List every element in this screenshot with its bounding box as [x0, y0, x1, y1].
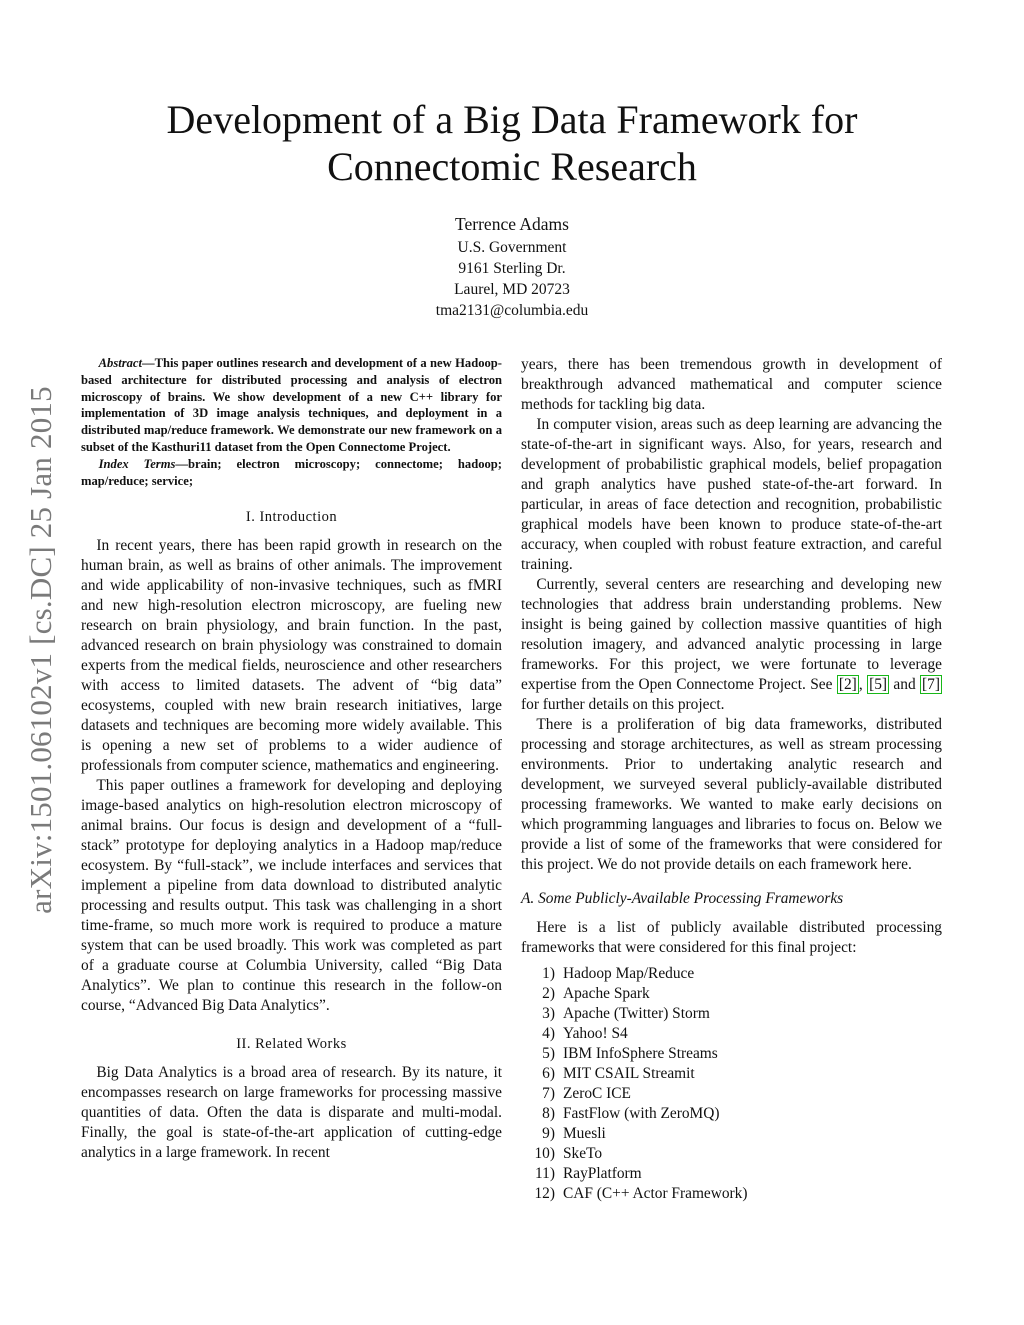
- section-heading-related-works: II. Related Works: [236, 1036, 347, 1053]
- list-item: [521, 1144, 942, 1164]
- list-item-number: 9): [542, 1125, 555, 1142]
- list-item-name: Muesli: [563, 1125, 606, 1142]
- paper-title: [112, 96, 912, 190]
- author-block: [312, 212, 712, 321]
- intro-paragraph-1: In recent years, there has been rapid growth in research on the human brain, as well as brains of other animals. The improvement and wide applicability of non-invasive techniques, such as fMRI and new high-resolution electron microscopy, are fueling new research on brain physiology, and brain function. In the past, advanced research on brain physiology was constrained to domain experts from the medical fields, neuroscience and other researchers with access to limited datasets. The advent of “big data” ecosystems, coupled with new brain research initiatives, large datasets and techniques are becoming more widely available. This is opening a new set of problems to a wider audience of professionals from computer science, mathematics and engineering.: [81, 537, 502, 775]
- list-item: [521, 984, 942, 1004]
- title-line-2: Connectomic Research: [327, 144, 697, 189]
- list-item-name: RayPlatform: [563, 1165, 642, 1182]
- list-item-name: FastFlow (with ZeroMQ): [563, 1105, 720, 1122]
- list-item-name: ZeroC ICE: [563, 1085, 631, 1102]
- list-item: [521, 1184, 942, 1204]
- author-street: 9161 Sterling Dr.: [458, 260, 566, 277]
- list-item-name: MIT CSAIL Streamit: [563, 1065, 695, 1082]
- index-terms: [81, 456, 502, 490]
- list-item: [521, 1064, 942, 1084]
- list-item: [521, 1164, 942, 1184]
- framework-list: [521, 964, 942, 1204]
- right-paragraph-4: There is a proliferation of big data frameworks, distributed processing and storage architectures, as well as stream processing environments. Prior to undertaking analytic research and development, we surveyed several publicly-available distributed processing frameworks. We wanted to make early decisions on which programming languages and libraries to focus on. Below we provide a list of some of the frameworks that were considered for this project. We do not provide details on each framework here.: [521, 716, 942, 873]
- right-paragraph-3-text-a: Currently, several centers are researching and developing new technologies that address brain understanding problems. New insight is being gained by collection massive quantities of high resolution imagery, and advanced analytic processing in large frameworks. For this project, we were fortunate to leverage expertise from the Open Connectome Project. See: [521, 576, 942, 693]
- list-item-number: 7): [542, 1085, 555, 1102]
- list-item-number: 8): [542, 1105, 555, 1122]
- author-name: Terrence Adams: [455, 214, 569, 234]
- right-column: [521, 355, 942, 1204]
- section-heading-introduction: I. Introduction: [245, 509, 338, 526]
- abstract-label: Abstract: [98, 356, 143, 370]
- list-item-name: CAF (C++ Actor Framework): [563, 1185, 748, 1202]
- list-item-number: 6): [542, 1065, 555, 1082]
- citation-separator-comma: ,: [858, 676, 868, 693]
- left-column: [81, 355, 502, 1163]
- list-item-name: IBM InfoSphere Streams: [563, 1045, 718, 1062]
- citation-link-2[interactable]: [2]: [838, 676, 857, 693]
- list-item: [521, 1084, 942, 1104]
- list-item-number: 12): [534, 1185, 555, 1202]
- index-terms-text: —brain; electron microscopy; connectome; hadoop; map/reduce; service;: [81, 456, 502, 488]
- right-paragraph-3: [521, 575, 942, 715]
- index-terms-label: Index Terms: [98, 456, 176, 471]
- related-paragraph-1: Big Data Analytics is a broad area of research. By its nature, it encompasses research on large frameworks for processing massive quantities of data. Often the data is disparate and multi-modal. Finally, the goal is state-of-the-art application of cutting-edge analytics in a large framework. In recent: [81, 1064, 502, 1162]
- subsection-heading: A. Some Publicly-Available Processing Frameworks: [521, 890, 844, 907]
- list-item-number: 2): [542, 985, 555, 1002]
- right-paragraph-1: years, there has been tremendous growth in development of breakthrough advanced mathematical and computer science methods for tackling big data.: [521, 356, 942, 413]
- abstract-text: —This paper outlines research and development of a new Hadoop-based architecture for distributed processing and analysis of electron microscopy of brains. We show development of a new C++ library for implementation of 3D image analysis techniques, and deployment in a distributed map/reduce framework. We demonstrate our new framework on a subset of the Kasthuri11 dataset from the Open Connectome Project.: [81, 356, 502, 454]
- list-item: [521, 1024, 942, 1044]
- list-item: [521, 1044, 942, 1064]
- author-email: tma2131@columbia.edu: [435, 302, 589, 319]
- title-line-1: Development of a Big Data Framework for: [166, 97, 858, 142]
- citation-separator-and: and: [889, 676, 921, 693]
- list-item-name: SkeTo: [563, 1145, 603, 1162]
- list-item-number: 10): [534, 1145, 555, 1162]
- list-item-number: 11): [535, 1165, 555, 1182]
- right-paragraph-3-text-b: for further details on this project.: [521, 696, 725, 713]
- arxiv-stamp: [10, 355, 72, 945]
- abstract: [81, 355, 502, 456]
- list-item-number: 5): [542, 1045, 555, 1062]
- citation-link-5[interactable]: [5]: [869, 676, 888, 693]
- intro-paragraph-2: This paper outlines a framework for developing and deploying image-based analytics on high-resolution electron microscopy of animal brains. Our focus is design and development of a “full-stack” prototype for deploying analytics in a Hadoop map/reduce ecosystem. By “full-stack”, we include interfaces and services that implement a pipeline from data download to distributed analytic processing and results output. This task was challenging in a short time-frame, so much more work is required to produce a mature system that can be used broadly. This work was completed as part of a graduate course at Columbia University, called “Big Data Analytics”. We plan to continue this research in the follow-on course, “Advanced Big Data Analytics”.: [81, 777, 502, 1015]
- author-affiliation: U.S. Government: [457, 239, 567, 256]
- arxiv-stamp-text: arXiv:1501.06102v1 [cs.DC] 25 Jan 2015: [23, 386, 58, 914]
- list-item-number: 3): [542, 1005, 555, 1022]
- list-item: [521, 1004, 942, 1024]
- list-item-number: 4): [542, 1025, 555, 1042]
- author-city: Laurel, MD 20723: [454, 281, 570, 298]
- right-paragraph-2: In computer vision, areas such as deep learning are advancing the state-of-the-art in significant ways. Also, for years, research and development of probabilistic graphical models, belief propagation and graph analytics have pushed state-of-the-art forward. In particular, in areas of face detection and recognition, probabilistic graphical models have been known to produce state-of-the-art accuracy, when coupled with robust feature extraction, and careful training.: [521, 416, 942, 573]
- list-item-number: 1): [542, 965, 555, 982]
- list-item-name: Apache (Twitter) Storm: [563, 1005, 710, 1022]
- list-item-name: Yahoo! S4: [563, 1025, 628, 1042]
- subsection-paragraph-1: Here is a list of publicly available distributed processing frameworks that were considered for this final project:: [521, 919, 942, 956]
- list-item-name: Hadoop Map/Reduce: [563, 965, 695, 982]
- citation-link-7[interactable]: [7]: [922, 676, 940, 693]
- list-item: [521, 1124, 942, 1144]
- list-item: [521, 1104, 942, 1124]
- list-item-name: Apache Spark: [563, 985, 650, 1002]
- list-item: [521, 964, 942, 984]
